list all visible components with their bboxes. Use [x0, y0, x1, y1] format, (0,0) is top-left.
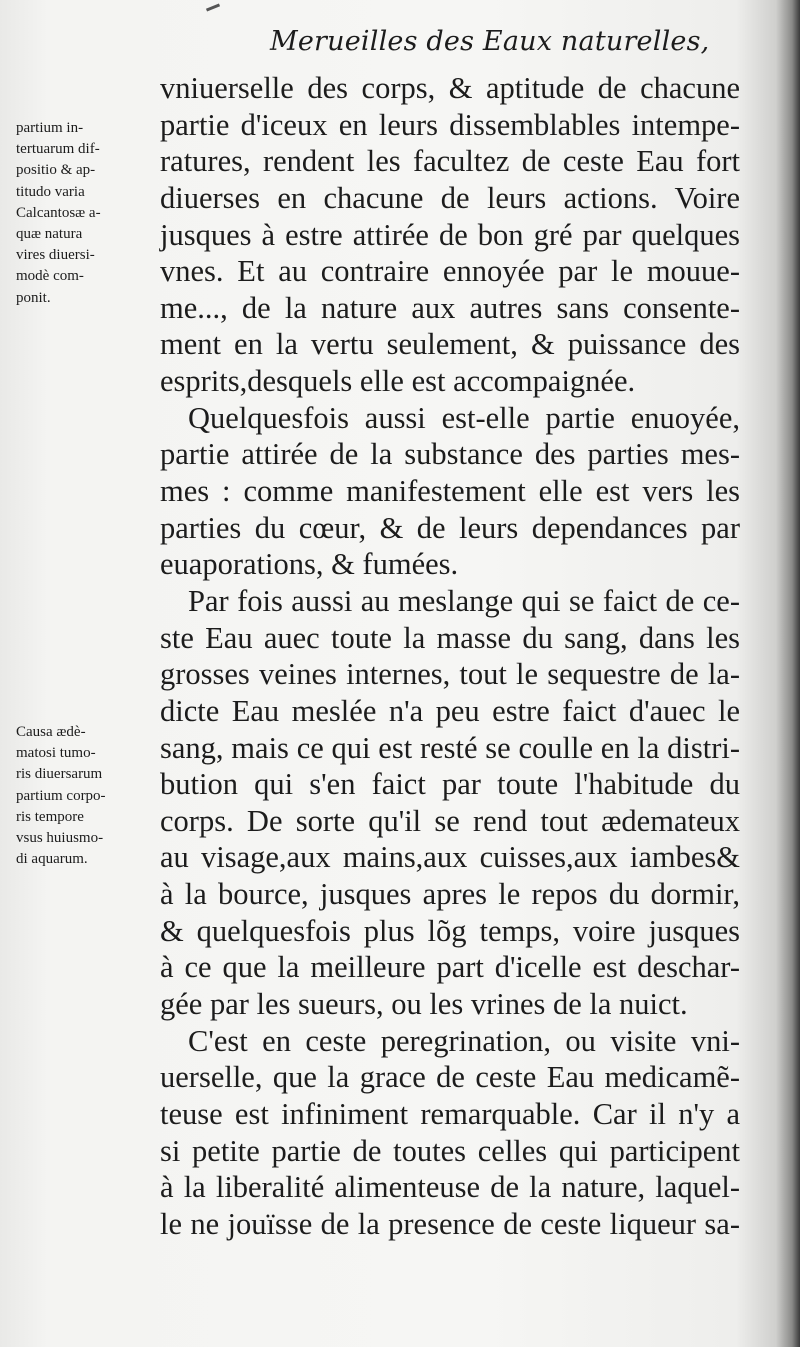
text-line: ratures, rendent les facultez de ceste Eau fort	[160, 144, 740, 179]
text-line: partie d'iceux en leurs dissemblables intempe-	[160, 107, 740, 142]
text-line: sang, mais ce qui est resté se coulle en la distri-	[160, 730, 740, 765]
margin-note-line: quæ natura	[16, 226, 83, 243]
margin-note-line: modè com-	[16, 268, 84, 285]
margin-note-2	[16, 722, 156, 870]
text-line: teuse est infiniment remarquable. Car il n'y a	[160, 1096, 740, 1131]
text-line: gée par les sueurs, ou les vrines de la nuict.	[160, 987, 688, 1022]
text-line: & quelquesfois plus lõg temps, voire jusques	[160, 913, 740, 948]
margin-note-line: Causa ædè-	[16, 724, 86, 740]
text-line: euaporations, & fumées.	[160, 547, 459, 582]
text-line: diuerses en chacune de leurs actions. Voire	[160, 180, 740, 215]
text-line: grosses veines internes, tout le sequestre de la-	[160, 657, 740, 692]
margin-note-line: di aquarum.	[16, 851, 88, 868]
margin-note-line: Calcantosæ a-	[16, 204, 101, 221]
margin-note-line: partium corpo-	[16, 787, 106, 804]
margin-note-line: partium in-	[16, 120, 84, 136]
text-line: corps. De sorte qu'il se rend tout ædemateux	[160, 803, 740, 838]
margin-note-line: tertuarum dif-	[16, 141, 100, 158]
text-line: dicte Eau meslée n'a peu estre faict d'auec le	[160, 693, 740, 728]
text-line: ste Eau auec toute la masse du sang, dans les	[160, 620, 740, 655]
text-line: partie attirée de la substance des parties mes-	[160, 437, 740, 472]
text-line: C'est en ceste peregrination, ou visite vni-	[188, 1023, 740, 1058]
text-line: Quelquesfois aussi est-elle partie enuoyée,	[188, 400, 740, 435]
text-line: uerselle, que la grace de ceste Eau medicamẽ-	[160, 1060, 740, 1095]
text-line: me..., de la nature aux autres sans consente-	[160, 290, 740, 325]
text-line: mes : comme manifestement elle est vers les	[160, 474, 740, 509]
text-line: Par fois aussi au meslange qui se faict de ce-	[188, 583, 740, 618]
margin-note-line: vsus huiusmo-	[16, 830, 104, 847]
text-line: à ce que la meilleure part d'icelle est deschar-	[160, 950, 740, 985]
text-line: esprits,desquels elle est accompaignée.	[160, 364, 636, 399]
margin-note-line: titudo varia	[16, 183, 85, 200]
margin-note-line: ris diuersarum	[16, 766, 103, 783]
body-text	[160, 70, 740, 1243]
margin-note-line: positio & ap-	[16, 162, 96, 179]
text-line: à la bource, jusques apres le repos du dormir,	[160, 877, 740, 912]
margin-note-line: matosi tumo-	[16, 745, 96, 762]
text-line: à la liberalité alimenteuse de la nature, laquel-	[160, 1170, 740, 1205]
text-line: le ne jouïsse de la presence de ceste liqueur sa-	[160, 1206, 740, 1241]
text-line: au visage,aux mains,aux cuisses,aux iambes&	[160, 840, 740, 875]
text-line: bution qui s'en faict par toute l'habitude du	[160, 767, 740, 802]
text-line: jusques à estre attirée de bon gré par quelques	[160, 217, 740, 252]
margin-note-line: vires diuersi-	[16, 247, 95, 264]
text-line: parties du cœur, & de leurs dependances par	[160, 510, 740, 545]
margin-note-1	[16, 118, 156, 309]
running-head: Merueilles des Eaux naturelles,	[270, 26, 710, 57]
ink-mark	[206, 3, 220, 11]
text-line: ment en la vertu seulement, & puissance des	[160, 327, 740, 362]
text-line: vniuerselle des corps, & aptitude de chacune	[160, 71, 740, 105]
margin-note-line: ponit.	[16, 289, 51, 306]
text-line: si petite partie de toutes celles qui participent	[160, 1133, 740, 1168]
margin-note-line: ris tempore	[16, 808, 84, 825]
text-line: vnes. Et au contraire ennoyée par le mouue-	[160, 254, 740, 289]
